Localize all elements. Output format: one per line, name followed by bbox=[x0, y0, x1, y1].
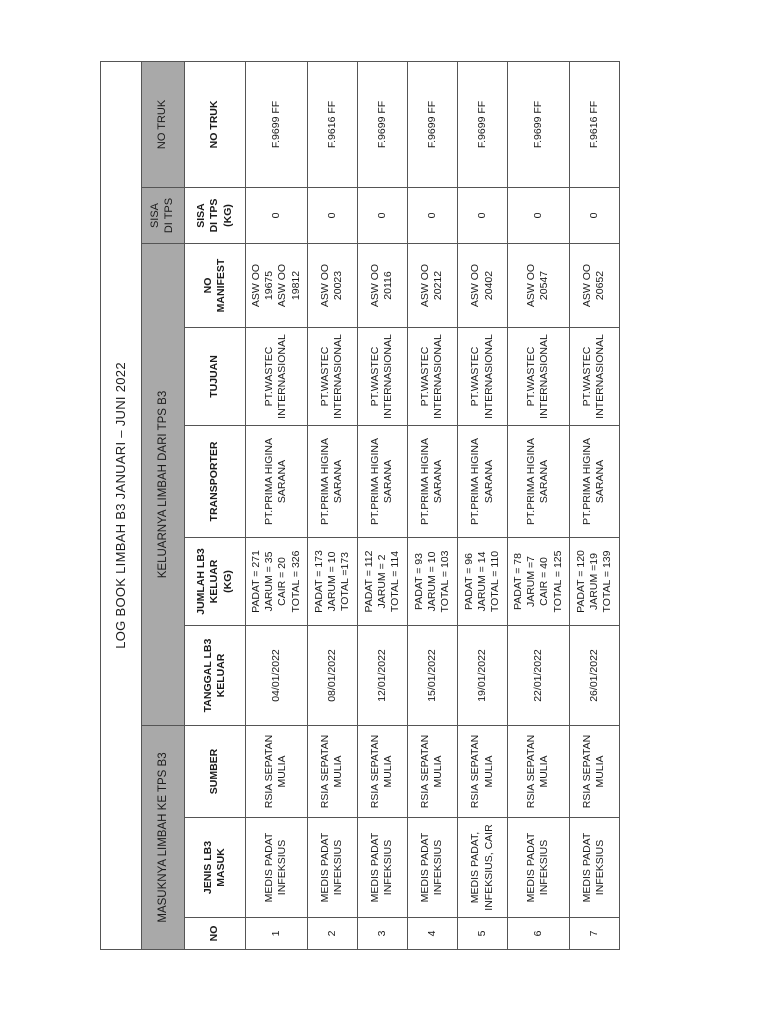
cell-jenis: MEDIS PADAT INFEKSIUS bbox=[307, 818, 357, 918]
cell-no: 3 bbox=[357, 918, 407, 950]
cell-jumlah: PADAT = 78 JARUM =7 CAIR = 40 TOTAL = 125 bbox=[508, 538, 570, 626]
cell-tujuan: PT.WASTEC INTERNASIONAL bbox=[407, 328, 457, 426]
table-row bbox=[508, 61, 570, 949]
cell-jenis: MEDIS PADAT INFEKSIUS bbox=[407, 818, 457, 918]
cell-tujuan: PT.WASTEC INTERNASIONAL bbox=[458, 328, 508, 426]
col-header-sumber: SUMBER bbox=[185, 726, 246, 818]
cell-transporter: PT.PRIMA HIGINA SARANA bbox=[307, 426, 357, 538]
cell-no: 5 bbox=[458, 918, 508, 950]
cell-truk: F.9699 FF bbox=[407, 61, 457, 187]
col-header-transporter: TRANSPORTER bbox=[185, 426, 246, 538]
cell-manifest: ASW OO 20547 bbox=[508, 244, 570, 328]
cell-sumber: RSIA SEPATAN MULIA bbox=[508, 726, 570, 818]
cell-sumber: RSIA SEPATAN MULIA bbox=[307, 726, 357, 818]
cell-jumlah: PADAT = 112 JARUM = 2 TOTAL = 114 bbox=[357, 538, 407, 626]
cell-truk: F.9616 FF bbox=[307, 61, 357, 187]
cell-tujuan: PT.WASTEC INTERNASIONAL bbox=[246, 328, 308, 426]
cell-tanggal: 12/01/2022 bbox=[357, 626, 407, 726]
cell-transporter: PT.PRIMA HIGINA SARANA bbox=[508, 426, 570, 538]
col-header-tujuan: TUJUAN bbox=[185, 328, 246, 426]
cell-tujuan: PT.WASTEC INTERNASIONAL bbox=[569, 328, 619, 426]
cell-sisa: 0 bbox=[508, 188, 570, 244]
cell-sumber: RSIA SEPATAN MULIA bbox=[246, 726, 308, 818]
cell-manifest: ASW OO 20652 bbox=[569, 244, 619, 328]
cell-manifest: ASW OO 20212 bbox=[407, 244, 457, 328]
cell-tanggal: 26/01/2022 bbox=[569, 626, 619, 726]
cell-jumlah: PADAT = 96 JARUM = 14 TOTAL = 110 bbox=[458, 538, 508, 626]
logbook-table bbox=[100, 61, 620, 950]
col-header-manifest: NO MANIFEST bbox=[185, 244, 246, 328]
cell-tanggal: 04/01/2022 bbox=[246, 626, 308, 726]
cell-jenis: MEDIS PADAT, INFEKSIUS, CAIR bbox=[458, 818, 508, 918]
cell-manifest: ASW OO 19675 ASW OO 19812 bbox=[246, 244, 308, 328]
cell-transporter: PT.PRIMA HIGINA SARANA bbox=[569, 426, 619, 538]
cell-tanggal: 19/01/2022 bbox=[458, 626, 508, 726]
cell-transporter: PT.PRIMA HIGINA SARANA bbox=[407, 426, 457, 538]
cell-sumber: RSIA SEPATAN MULIA bbox=[569, 726, 619, 818]
cell-jumlah: PADAT = 271 JARUM = 35 CAIR = 20 TOTAL = 326 bbox=[246, 538, 308, 626]
cell-manifest: ASW OO 20402 bbox=[458, 244, 508, 328]
cell-tanggal: 08/01/2022 bbox=[307, 626, 357, 726]
cell-no: 4 bbox=[407, 918, 457, 950]
cell-no: 7 bbox=[569, 918, 619, 950]
col-header-no: NO bbox=[185, 918, 246, 950]
cell-sisa: 0 bbox=[357, 188, 407, 244]
group-header-masuk: MASUKNYA LIMBAH KE TPS B3 bbox=[142, 726, 185, 950]
col-header-jenis: JENIS LB3 MASUK bbox=[185, 818, 246, 918]
cell-manifest: ASW OO 20023 bbox=[307, 244, 357, 328]
table-row bbox=[569, 61, 619, 949]
cell-sumber: RSIA SEPATAN MULIA bbox=[407, 726, 457, 818]
cell-tujuan: PT.WASTEC INTERNASIONAL bbox=[508, 328, 570, 426]
cell-tanggal: 22/01/2022 bbox=[508, 626, 570, 726]
cell-jumlah: PADAT = 120 JARUM =19 TOTAL = 139 bbox=[569, 538, 619, 626]
cell-no: 6 bbox=[508, 918, 570, 950]
cell-truk: F.9699 FF bbox=[458, 61, 508, 187]
cell-jenis: MEDIS PADAT INFEKSIUS bbox=[508, 818, 570, 918]
cell-jumlah: PADAT = 93 JARUM = 10 TOTAL = 103 bbox=[407, 538, 457, 626]
table-row bbox=[246, 61, 308, 949]
cell-manifest: ASW OO 20116 bbox=[357, 244, 407, 328]
cell-sumber: RSIA SEPATAN MULIA bbox=[357, 726, 407, 818]
cell-transporter: PT.PRIMA HIGINA SARANA bbox=[458, 426, 508, 538]
cell-jenis: MEDIS PADAT INFEKSIUS bbox=[246, 818, 308, 918]
col-header-tanggal: TANGGAL LB3 KELUAR bbox=[185, 626, 246, 726]
cell-transporter: PT.PRIMA HIGINA SARANA bbox=[357, 426, 407, 538]
cell-truk: F.9699 FF bbox=[508, 61, 570, 187]
cell-sisa: 0 bbox=[246, 188, 308, 244]
cell-sumber: RSIA SEPATAN MULIA bbox=[458, 726, 508, 818]
group-header-sisa: SISA DI TPS bbox=[142, 188, 185, 244]
cell-no: 2 bbox=[307, 918, 357, 950]
cell-jenis: MEDIS PADAT INFEKSIUS bbox=[357, 818, 407, 918]
cell-tanggal: 15/01/2022 bbox=[407, 626, 457, 726]
rotated-logbook bbox=[100, 62, 620, 950]
cell-sisa: 0 bbox=[569, 188, 619, 244]
cell-sisa: 0 bbox=[458, 188, 508, 244]
table-row bbox=[307, 61, 357, 949]
cell-jumlah: PADAT = 173 JARUM = 10 TOTAL =173 bbox=[307, 538, 357, 626]
cell-sisa: 0 bbox=[407, 188, 457, 244]
cell-transporter: PT.PRIMA HIGINA SARANA bbox=[246, 426, 308, 538]
cell-jenis: MEDIS PADAT INFEKSIUS bbox=[569, 818, 619, 918]
cell-sisa: 0 bbox=[307, 188, 357, 244]
scanned-document-page bbox=[100, 62, 620, 950]
table-row bbox=[357, 61, 407, 949]
table-row bbox=[407, 61, 457, 949]
cell-truk: F.9616 FF bbox=[569, 61, 619, 187]
cell-tujuan: PT.WASTEC INTERNASIONAL bbox=[357, 328, 407, 426]
cell-truk: F.9699 FF bbox=[246, 61, 308, 187]
cell-tujuan: PT.WASTEC INTERNASIONAL bbox=[307, 328, 357, 426]
group-header-truk: NO TRUK bbox=[142, 61, 185, 187]
table-row bbox=[458, 61, 508, 949]
document-title: LOG BOOK LIMBAH B3 JANUARI – JUNI 2022 bbox=[101, 61, 142, 949]
col-header-truk: NO TRUK bbox=[185, 61, 246, 187]
group-header-keluar: KELUARNYA LIMBAH DARI TPS B3 bbox=[142, 244, 185, 726]
col-header-jumlah: JUMLAH LB3 KELUAR (KG) bbox=[185, 538, 246, 626]
col-header-sisa: SISA DI TPS (KG) bbox=[185, 188, 246, 244]
cell-truk: F.9699 FF bbox=[357, 61, 407, 187]
cell-no: 1 bbox=[246, 918, 308, 950]
